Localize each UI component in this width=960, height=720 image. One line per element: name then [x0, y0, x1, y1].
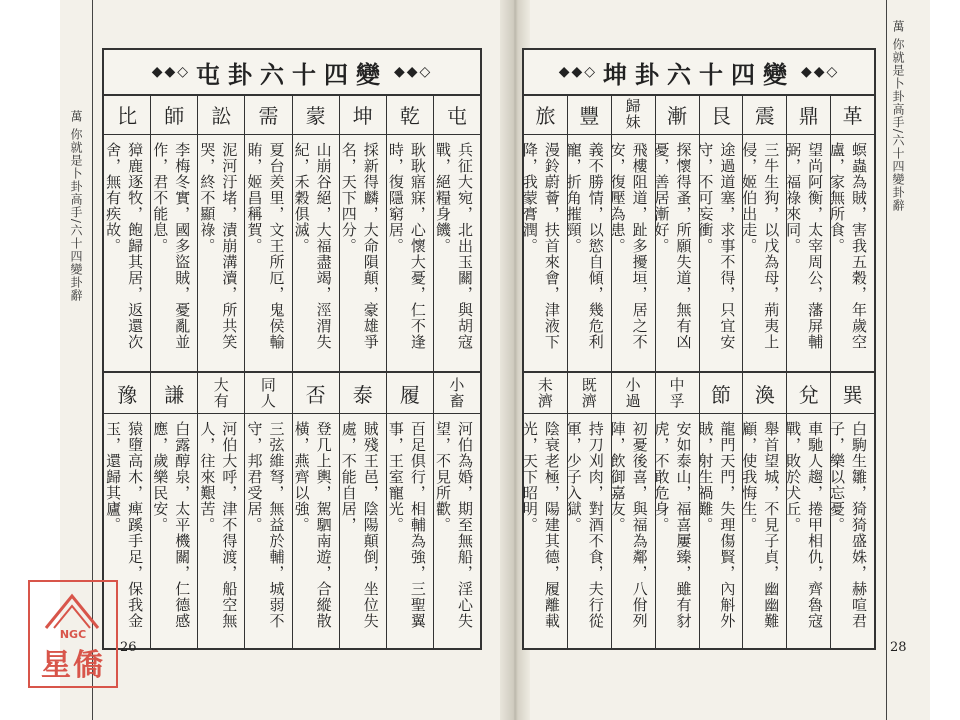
hexagram-verse: 三牛生狗，以戊為母，荊夷上侵，姬伯出走。: [740, 142, 781, 350]
hexagram-name: [831, 94, 874, 135]
right-page-column: [520, 94, 567, 648]
upper-hexagram-cell: [245, 94, 291, 371]
lower-hexagram-cell: [828, 371, 874, 648]
stamp-name: 星僑: [41, 648, 105, 683]
hexagram-verse: 百足俱行，相輔為強，三聖翼事，王室寵光。: [386, 421, 427, 629]
upper-hexagram-cell: [740, 94, 786, 371]
lower-hexagram-cell: [784, 371, 830, 648]
hexagram-verse: 義不勝情，以慾自傾，幾危利寵，折角摧頸。: [564, 142, 605, 350]
hexagram-name: [104, 94, 150, 135]
hexagram-name: [656, 373, 699, 414]
hexagram-name: [656, 94, 699, 135]
left-page-column: [292, 94, 339, 648]
hexagram-name-char: 乾: [399, 103, 420, 128]
upper-hexagram-cell: [696, 94, 743, 371]
right-hexagram-table: [522, 48, 876, 650]
hexagram-verse: 河伯為婚，期至無船，淫心失望，不見所歡。: [434, 421, 474, 629]
hexagram-name-char: 小: [449, 376, 465, 394]
upper-hexagram-cell: [387, 94, 433, 371]
stamp-tag: NGC: [59, 628, 87, 641]
left-title-ornament-left: ◆◆◇: [394, 64, 433, 80]
hexagram-name: [743, 373, 786, 414]
ngc-watermark-stamp: [28, 580, 118, 688]
hexagram-name-char: 過: [625, 392, 641, 410]
hexagram-name-char: 濟: [581, 392, 597, 410]
right-page-number: 28: [890, 640, 907, 655]
right-side-text: 萬 你就是卜卦高手/六十四變卦辭: [891, 20, 905, 212]
upper-hexagram-cell: [520, 94, 567, 371]
hexagram-verse: 河伯大呼，津不得渡，船空無人，往來艱苦。: [198, 421, 239, 629]
upper-hexagram-cell: [828, 94, 874, 371]
lower-hexagram-cell: [434, 371, 480, 648]
right-title-ornament-left: ◆◆◇: [801, 64, 840, 80]
lower-hexagram-cell: [387, 371, 433, 648]
lower-hexagram-cell: [520, 371, 567, 648]
hexagram-name: [245, 94, 291, 135]
right-page-column: [696, 94, 743, 648]
upper-hexagram-cell: [293, 94, 339, 371]
right-page-column: [652, 94, 699, 648]
left-page-column: [244, 94, 291, 648]
hexagram-name-char: 屯: [446, 103, 467, 128]
right-page-column: [786, 94, 830, 648]
lower-hexagram-cell: [652, 371, 699, 648]
hexagram-name-char: 歸: [625, 97, 641, 115]
hexagram-verse: 三弦維弩，無益於輔，城弱不守，邦君受居。: [245, 421, 286, 629]
right-title-text: 坤卦六十四變: [603, 59, 795, 89]
hexagram-name: [245, 373, 291, 414]
upper-hexagram-cell: [652, 94, 699, 371]
hexagram-verse: 猿墮高木，痺蹊手足，保我金玉，還歸其廬。: [104, 421, 145, 629]
hexagram-name-char: 濟: [537, 392, 553, 410]
lower-hexagram-cell: [151, 371, 197, 648]
hexagram-name-char: 履: [399, 382, 420, 407]
hexagram-name-char: 蒙: [305, 103, 326, 128]
right-title-ornament-right: ◆◆◇: [558, 64, 597, 80]
hexagram-name-char: 鼎: [798, 103, 819, 128]
hexagram-verse: 舉首望城，不見子貞，幽幽難顧，使我悔生。: [740, 421, 781, 629]
hexagram-name-char: 豫: [117, 382, 138, 407]
hexagram-name: [568, 94, 611, 135]
hexagram-name-char: 震: [754, 103, 775, 128]
hexagram-verse: 登几上輿，駕駟南遊，合縱散橫，燕齊以強。: [292, 421, 333, 629]
hexagram-name: [524, 94, 567, 135]
hexagram-verse: 途過道塞，求事不得，只宜安守，不可妄衝。: [696, 142, 737, 350]
hexagram-name-char: 需: [258, 103, 279, 128]
hexagram-name-char: 艮: [710, 103, 731, 128]
hexagram-verse: 兵征大宛，北出玉關，與胡寇戰，絕糧身饑。: [434, 142, 474, 350]
hexagram-verse: 車馳人趨，捲甲相仇，齊魯寇戰，敗於犬丘。: [784, 421, 825, 629]
hexagram-name-char: 兌: [798, 382, 819, 407]
hexagram-name: [612, 94, 655, 135]
hexagram-verse: 探懷得蚤，所願失道，無有凶憂，善居漸好。: [652, 142, 693, 350]
hexagram-verse: 採新得麟，大命隕顛，豪雄爭名，天下四分。: [339, 142, 380, 350]
hexagram-verse: 耿耿寤寐，心懷大憂，仁不逢時，復隱窮居。: [386, 142, 427, 350]
left-page-column: [150, 94, 197, 648]
hexagram-name-char: 未: [537, 376, 553, 394]
lower-hexagram-cell: [608, 371, 655, 648]
upper-hexagram-cell: [198, 94, 244, 371]
right-columns: [520, 94, 874, 648]
hexagram-verse: 螟蟲為賊，害我五穀，年歲空盧，家無所食。: [828, 142, 868, 350]
hexagram-name: [151, 373, 197, 414]
lower-hexagram-cell: [340, 371, 386, 648]
lower-hexagram-cell: [198, 371, 244, 648]
hexagram-name-char: 謙: [164, 382, 185, 407]
hexagram-name: [387, 94, 433, 135]
hexagram-name-char: 同: [260, 376, 276, 394]
left-table-title: [104, 50, 480, 96]
hexagram-name-char: 否: [305, 382, 326, 407]
hexagram-name-char: 有: [213, 392, 229, 410]
hexagram-verse: 泥河汙堵，漬崩溝瀆，所共笑哭，終不顯祿。: [198, 142, 239, 350]
hexagram-verse: 飛樓阻道，趾多擾垣，居之不安，復壓為患。: [608, 142, 649, 350]
hexagram-name: [743, 94, 786, 135]
hexagram-name: [434, 94, 480, 135]
upper-hexagram-cell: [608, 94, 655, 371]
hexagram-verse: 安如泰山，福喜屢臻，雖有豺虎，不敢危身。: [652, 421, 693, 629]
hexagram-name: [612, 373, 655, 414]
hexagram-name-char: 革: [842, 103, 863, 128]
right-page-column: [742, 94, 786, 648]
hexagram-verse: 漫鈴蔚薈，扶首來會，津液下降，我蒙膏潤。: [520, 142, 561, 350]
lower-hexagram-cell: [740, 371, 786, 648]
upper-hexagram-cell: [564, 94, 611, 371]
hexagram-verse: 白駒生雛，猗猗盛姝，赫喧君子，樂以忘憂。: [828, 421, 868, 629]
hexagram-verse: 持刀刈肉，對酒不食，夫行從軍，少子入獄。: [564, 421, 605, 629]
upper-hexagram-cell: [104, 94, 150, 371]
hexagram-name-char: 妹: [625, 113, 641, 131]
left-page-column: [104, 94, 150, 648]
hexagram-name-char: 人: [260, 392, 276, 410]
hexagram-name: [568, 373, 611, 414]
hexagram-name: [434, 373, 480, 414]
hexagram-verse: 白露醇泉，太平機關，仁德感應，歲樂民安。: [151, 421, 192, 629]
hexagram-name: [293, 94, 339, 135]
hexagram-verse: 李梅冬實，國多盜賊，憂亂並作，君不能息。: [151, 142, 192, 350]
hexagram-name-char: 孚: [669, 392, 685, 410]
hexagram-name-char: 訟: [211, 103, 232, 128]
hexagram-name: [700, 373, 743, 414]
upper-hexagram-cell: [784, 94, 830, 371]
hexagram-name-char: 巽: [842, 382, 863, 407]
hexagram-name: [198, 373, 244, 414]
hexagram-name: [104, 373, 150, 414]
right-page-column: [830, 94, 874, 648]
left-columns: [104, 94, 480, 648]
right-table-title: [524, 50, 874, 96]
hexagram-verse: 賊殘王邑，陰陽顛倒，坐位失處，不能自居，: [339, 421, 380, 629]
hexagram-verse: 獐鹿逐牧，飽歸其居，返還次舍，無有疾故。: [104, 142, 145, 350]
hexagram-name: [787, 373, 830, 414]
upper-hexagram-cell: [434, 94, 480, 371]
lower-hexagram-cell: [293, 371, 339, 648]
hexagram-name-char: 渙: [754, 382, 775, 407]
left-page-number: 26: [120, 640, 137, 655]
hexagram-name: [831, 373, 874, 414]
lower-hexagram-cell: [564, 371, 611, 648]
hexagram-name: [151, 94, 197, 135]
hexagram-name: [340, 94, 386, 135]
hexagram-name-char: 坤: [352, 103, 373, 128]
hexagram-name: [198, 94, 244, 135]
hexagram-name-char: 節: [710, 382, 731, 407]
hexagram-verse: 初憂後喜，與福為鄰，八佾列陣，飲御嘉友。: [608, 421, 649, 629]
left-page-column: [197, 94, 244, 648]
right-page-column: [608, 94, 655, 648]
hexagram-name: [293, 373, 339, 414]
hexagram-name-char: 大: [213, 376, 229, 394]
hexagram-name-char: 泰: [352, 382, 373, 407]
hexagram-name: [387, 373, 433, 414]
right-margin-rule: [886, 0, 887, 720]
hexagram-name-char: 比: [117, 103, 138, 128]
hexagram-name-char: 漸: [667, 103, 688, 128]
hexagram-verse: 龍門天門，失理傷賢，內斛外賊，射生禍難。: [696, 421, 737, 629]
hexagram-name-char: 小: [625, 376, 641, 394]
hexagram-verse: 夏台羑里，文王所厄，鬼侯輸賄，姬昌稱賀。: [245, 142, 286, 350]
right-page-column: [564, 94, 611, 648]
hexagram-verse: 山崩谷絕，大福盡竭，涇渭失紀，禾穀俱滅。: [292, 142, 333, 350]
left-title-ornament-right: ◆◆◇: [151, 64, 190, 80]
lower-hexagram-cell: [696, 371, 743, 648]
hexagram-name: [787, 94, 830, 135]
hexagram-verse: 陰衰老極，陽建其德，履離載光，天下昭明。: [520, 421, 561, 629]
hexagram-name-char: 師: [164, 103, 185, 128]
hexagram-name-char: 畜: [449, 392, 465, 410]
hexagram-name-char: 旅: [535, 103, 556, 128]
hexagram-name-char: 既: [581, 376, 597, 394]
lower-hexagram-cell: [245, 371, 291, 648]
left-page-column: [386, 94, 433, 648]
left-title-text: 屯卦六十四變: [196, 59, 388, 89]
hexagram-name-char: 豐: [579, 103, 600, 128]
left-hexagram-table: [102, 48, 482, 650]
upper-hexagram-cell: [151, 94, 197, 371]
upper-hexagram-cell: [340, 94, 386, 371]
left-page-column: [433, 94, 480, 648]
left-page-column: [339, 94, 386, 648]
hexagram-name: [340, 373, 386, 414]
hexagram-verse: 望尚阿衡，太宰周公，藩屏輔弼，福祿來同。: [784, 142, 825, 350]
hexagram-name-char: 中: [669, 376, 685, 394]
hexagram-name: [700, 94, 743, 135]
left-side-text: 萬 你就是卜卦高手/六十四變卦辭: [69, 110, 83, 302]
hexagram-name: [524, 373, 567, 414]
